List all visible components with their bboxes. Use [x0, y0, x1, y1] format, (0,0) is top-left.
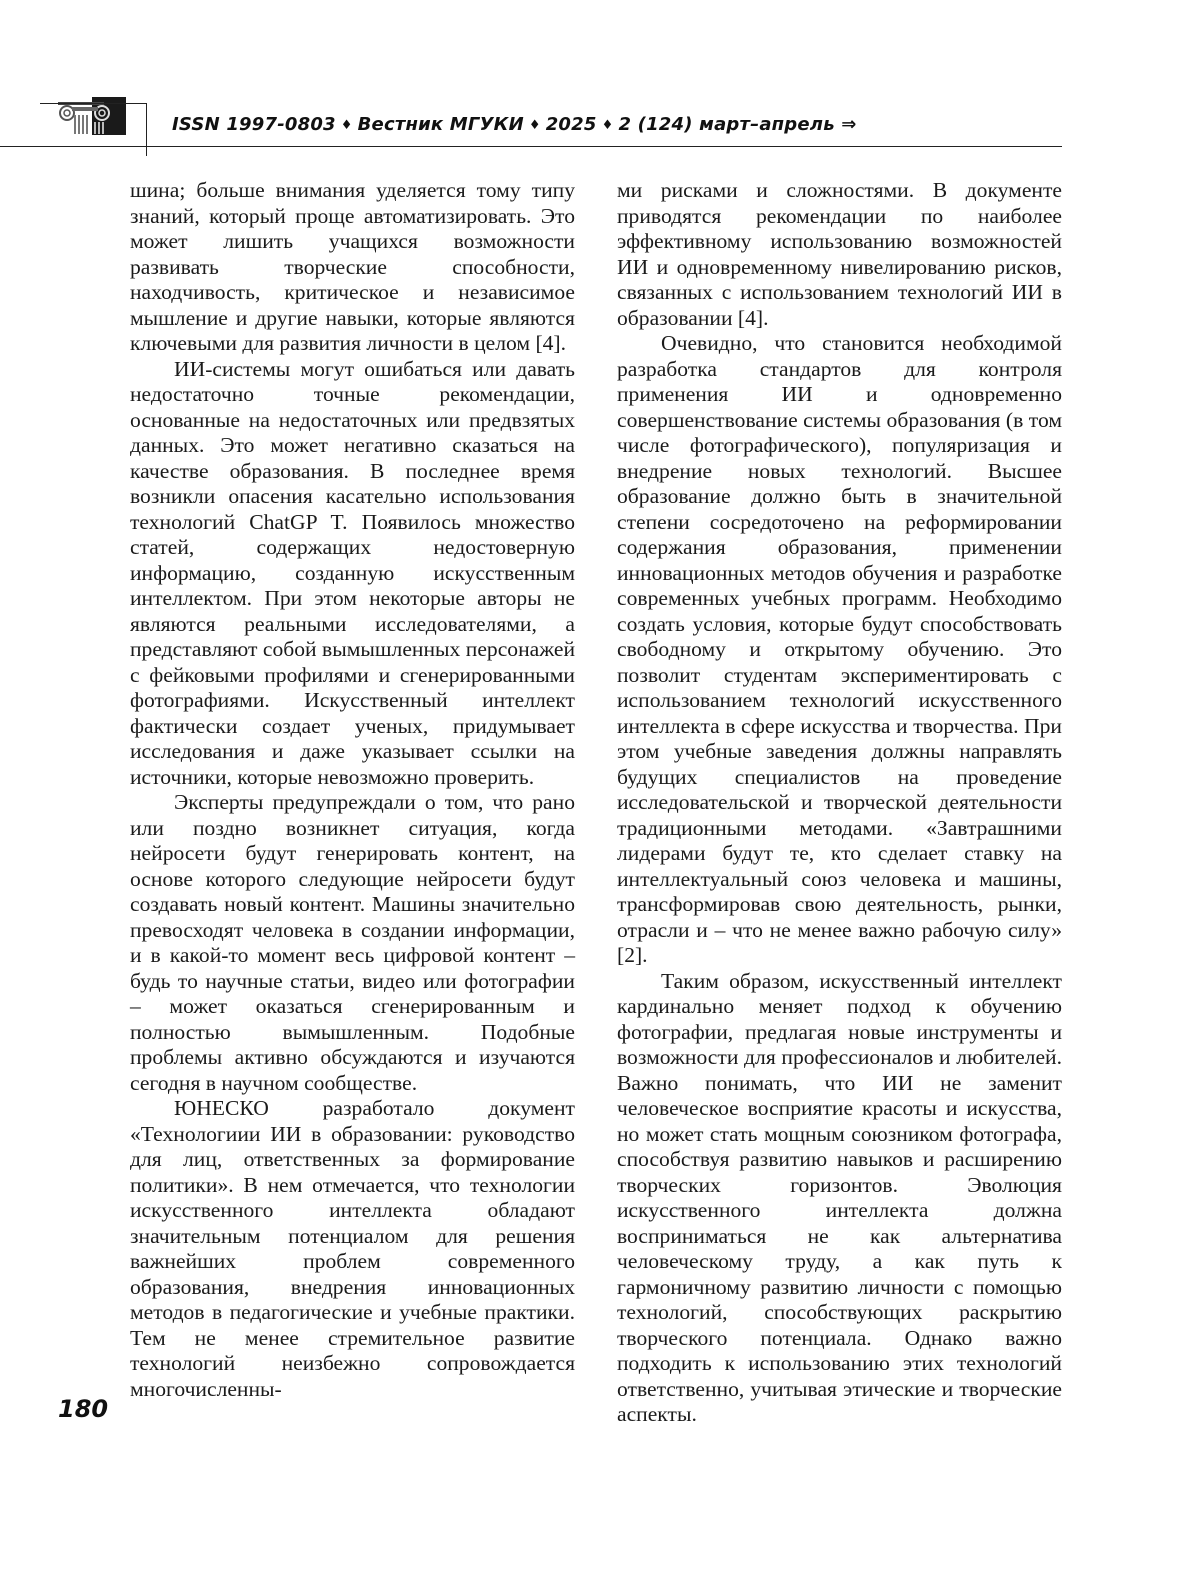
paragraph: ми рисками и сложностями. В документе приводятся рекомендации по наиболее эффективному использованию возможностей ИИ и одновременному нивелированию рисков, связанных с использованием технологий ИИ в образовании [4]. — [617, 178, 1062, 330]
paragraph: Очевидно, что становится необходимой разработка стандартов для контроля применения ИИ и одновременно совершенствование системы образования (в том числе фотографического), популяризация и внедрение новых технологий. Высшее образование должно быть в значительной степени сосредоточено на реформировании содержания образования, применении инновационных методов обучения и разработке современных учебных программ. Необходимо создать условия, которые будут способствовать свободному и открытому обучению. Это позволит студентам экспериментировать с использованием технологий искусственного интеллекта в сфере искусства и творчества. При этом учебные заведения должны направлять будущих специалистов на проведение исследовательской и творческой деятельности традиционными методами. «Завтрашними лидерами будут те, кто сделает ставку на интеллектуальный союз человека и машины, трансформировав свою деятельность, рынки, отрасли и – что не менее важно рабочую силу» [2]. — [617, 331, 1062, 967]
header-separator-icon: ♦ — [528, 118, 541, 133]
page-number: 180 — [58, 1395, 109, 1423]
left-column — [130, 178, 575, 1402]
running-header — [172, 114, 857, 135]
header-arrow-icon: ⇒ — [841, 114, 857, 135]
paragraph: Таким образом, искусственный интеллект кардинально меняет подход к обучению фотографии, предлагая новые инструменты и возможности для профессионалов и любителей. Важно понимать, что ИИ не заменит человеческое восприятие красоты и искусства, но может стать мощным союзником фотографа, способствуя развитию навыков и расширению творческих горизонтов. Эволюция искусственного интеллекта должна восприниматься не как альтернатива человеческому труду, а как путь к гармоничному развитию личности с помощью технологий, способствующих раскрытию творческого потенциала. Однако важно подходить к использованию этих технологий ответственно, учитывая этические и творческие аспекты. — [617, 968, 1062, 1426]
paragraph: ИИ-системы могут ошибаться или давать недостаточно точные рекомендации, основанные на недостаточных или предвзятых данных. Это может негативно сказаться на качестве образования. В последнее время возникли опасения касательно использования технологий ChatGP T. Появилось множество статей, содержащих недостоверную информацию, созданную искусственным интеллектом. При этом некоторые авторы не являются реальными исследователями, а представляют собой вымышленных персонажей с фейковыми профилями и сгенерированными фотографиями. Искусственный интеллект фактически создает ученых, придумывает исследования и даже указывает ссылки на источники, которые невозможно проверить. — [130, 356, 575, 789]
column-capital-logo — [58, 96, 128, 136]
header-top-rule — [40, 103, 147, 104]
header-journal: Вестник МГУКИ — [357, 114, 524, 135]
paragraph: ЮНЕСКО разработало документ «Технологиии ИИ в образовании: руководство для лиц, ответственных за формирование политики». В нем отмечается, что технологии искусственного интеллекта обладают значительным потенциалом для решения важнейших проблем современного образования, внедрения инновационных методов в педагогические и учебные практики. Тем не менее стремительное развитие технологий неизбежно сопровождается многочисленны- — [130, 1096, 575, 1401]
paragraph: шина; больше внимания уделяется тому типу знаний, который проще автоматизировать. Это может лишить учащихся возможности развивать творческие способности, находчивость, критическое и независимое мышление и другие навыки, которые являются ключевыми для развития личности в целом [4]. — [130, 178, 575, 355]
paragraph: Эксперты предупреждали о том, что рано или поздно возникнет ситуация, когда нейросети будут генерировать контент, на основе которого следующие нейросети будут создавать новый контент. Машины значительно превосходят человека в создании информации, и в какой-то момент весь цифровой контент – будь то научные статьи, видео или фотографии – может оказаться сгенерированным и полностью вымышленным. Подобные проблемы активно обсуждаются и изучаются сегодня в научном сообществе. — [130, 790, 575, 1095]
right-column — [617, 178, 1062, 1428]
header-issue: 2 (124) март–апрель — [618, 114, 835, 135]
header-year: 2025 — [545, 114, 597, 135]
header-bottom-rule — [0, 146, 1062, 147]
header-separator-icon: ♦ — [601, 118, 614, 133]
header-issn: ISSN 1997-0803 — [172, 114, 336, 135]
header-vertical-rule — [146, 103, 147, 156]
header-separator-icon: ♦ — [340, 118, 353, 133]
